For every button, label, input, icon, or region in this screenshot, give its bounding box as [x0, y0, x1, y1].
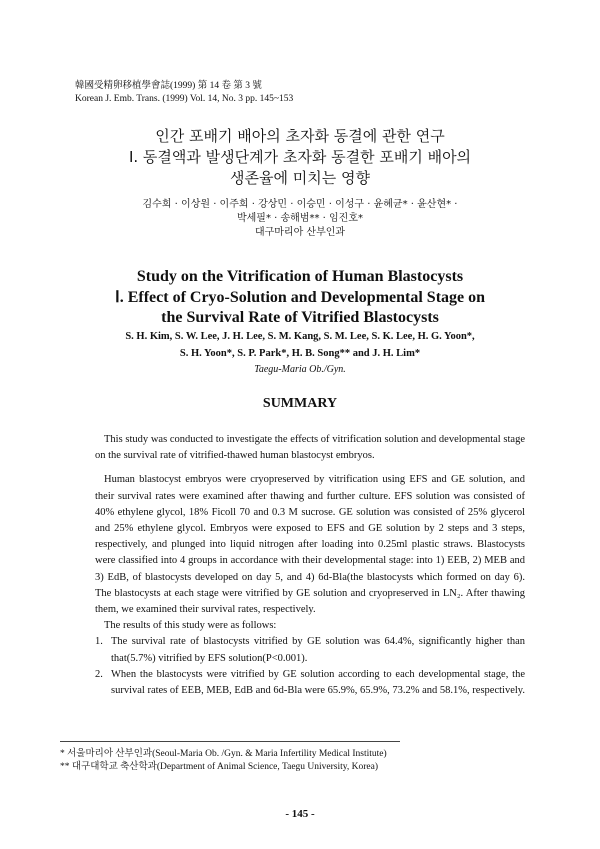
journal-header [75, 80, 293, 106]
korean-author-line: 김수희 · 이상원 · 이주희 · 강상민 · 이승민 · 이성구 · 윤혜균* · 윤산현* · [142, 199, 458, 210]
korean-title-line: Ⅰ. 동결액과 발생단계가 초자화 동결한 포배기 배아의 [128, 148, 472, 166]
summary-body [95, 432, 525, 699]
korean-title [0, 126, 600, 189]
english-title-line: Ⅰ. Effect of Cryo-Solution and Developmental Stage on [114, 288, 486, 306]
english-affiliation: Taegu-Maria Ob./Gyn. [254, 364, 346, 375]
results-list-item [95, 634, 525, 666]
korean-title-line: 생존율에 미치는 영향 [230, 169, 370, 187]
english-title-line: the Survival Rate of Vitrified Blastocysts [161, 309, 439, 326]
journal-header-english: Korean J. Emb. Trans. (1999) Vol. 14, No. 3 pp. 145~153 [75, 94, 294, 104]
korean-author-line: 박세필* · 송해범** · 임진호* [236, 213, 363, 224]
results-item-text: When the blastocysts were vitrified by GE solution according to each developmental stage, the survival rates of EEB, MEB, EdB and 6d-Bla were 65.9%, 65.9%, 73.2% and 58.1%, respectively. [111, 668, 525, 697]
english-author-line: S. H. Kim, S. W. Lee, J. H. Lee, S. M. Kang, S. M. Lee, S. K. Lee, H. G. Yoon*, [125, 331, 475, 342]
footnote: ** 대구대학교 축산학과(Department of Animal Science, Taegu University, Korea) [60, 761, 379, 772]
english-authors [0, 328, 600, 362]
results-list-item [95, 667, 525, 699]
english-title-line: Study on the Vitrification of Human Blastocysts [136, 268, 464, 285]
footnotes [60, 748, 387, 773]
footnote: * 서울마리아 산부인과(Seoul-Maria Ob. /Gyn. & Maria Infertility Medical Institute) [60, 749, 387, 759]
summary-paragraph: The results of this study were as follows: [104, 620, 277, 632]
english-author-line: S. H. Yoon*, S. P. Park*, H. B. Song** and J. H. Lim* [179, 348, 421, 359]
results-item-text: The survival rate of blastocysts vitrified by GE solution was 64.4%, significantly higher than that(5.7%) vitrified by EFS solution(P<0.001). [111, 636, 525, 664]
journal-header-korean: 韓國受精卵移植學會誌(1999) 第 14 卷 第 3 號 [75, 81, 262, 91]
results-list [95, 634, 525, 699]
results-item-number: 1. [95, 636, 103, 648]
summary-paragraph: Human blastocyst embryos were cryopreserved by vitrification using EFS and GE solution, and their survival rates were examined after thawing and further culture. EFS solution was consisted of 40% ethylene glycol, 18% Ficoll 70 and 0.3 M sucrose. GE solution was consisted of 25% glycerol and 25% ethylene glycol. Embryos were exposed to EFS and GE solution by 2 steps and 3 steps, respectively, and plunged into liquid nitrogen after loading into 0.25ml plastic straws. Blastocysts were classified into 4 groups in accordance with their developmental stage: into 1) EEB, 2) MEB and 3) EdB, of blastocysts developed on day 5, and 4) 6d-Bla(the blastocysts which formed on day 6). The blastocysts at each stage were vitrified by GE solution and cryopreserved in LN₂. After thawing them, we examined their survival rates, respectively. [95, 474, 525, 616]
results-item-number: 2. [95, 668, 103, 680]
korean-title-line: 인간 포배기 배아의 초자화 동결에 관한 연구 [155, 127, 445, 145]
summary-heading: SUMMARY [262, 396, 338, 411]
english-title [0, 267, 600, 329]
summary-paragraph: This study was conducted to investigate the effects of vitrification solution and developmental stage on the survival rate of vitrified-thawed human blastocyst embryos. [95, 434, 525, 462]
footnote-divider [60, 741, 400, 742]
page-number: - 145 - [285, 808, 315, 820]
korean-affiliation: 대구마리아 산부인과 [254, 227, 346, 238]
korean-authors [0, 198, 600, 240]
